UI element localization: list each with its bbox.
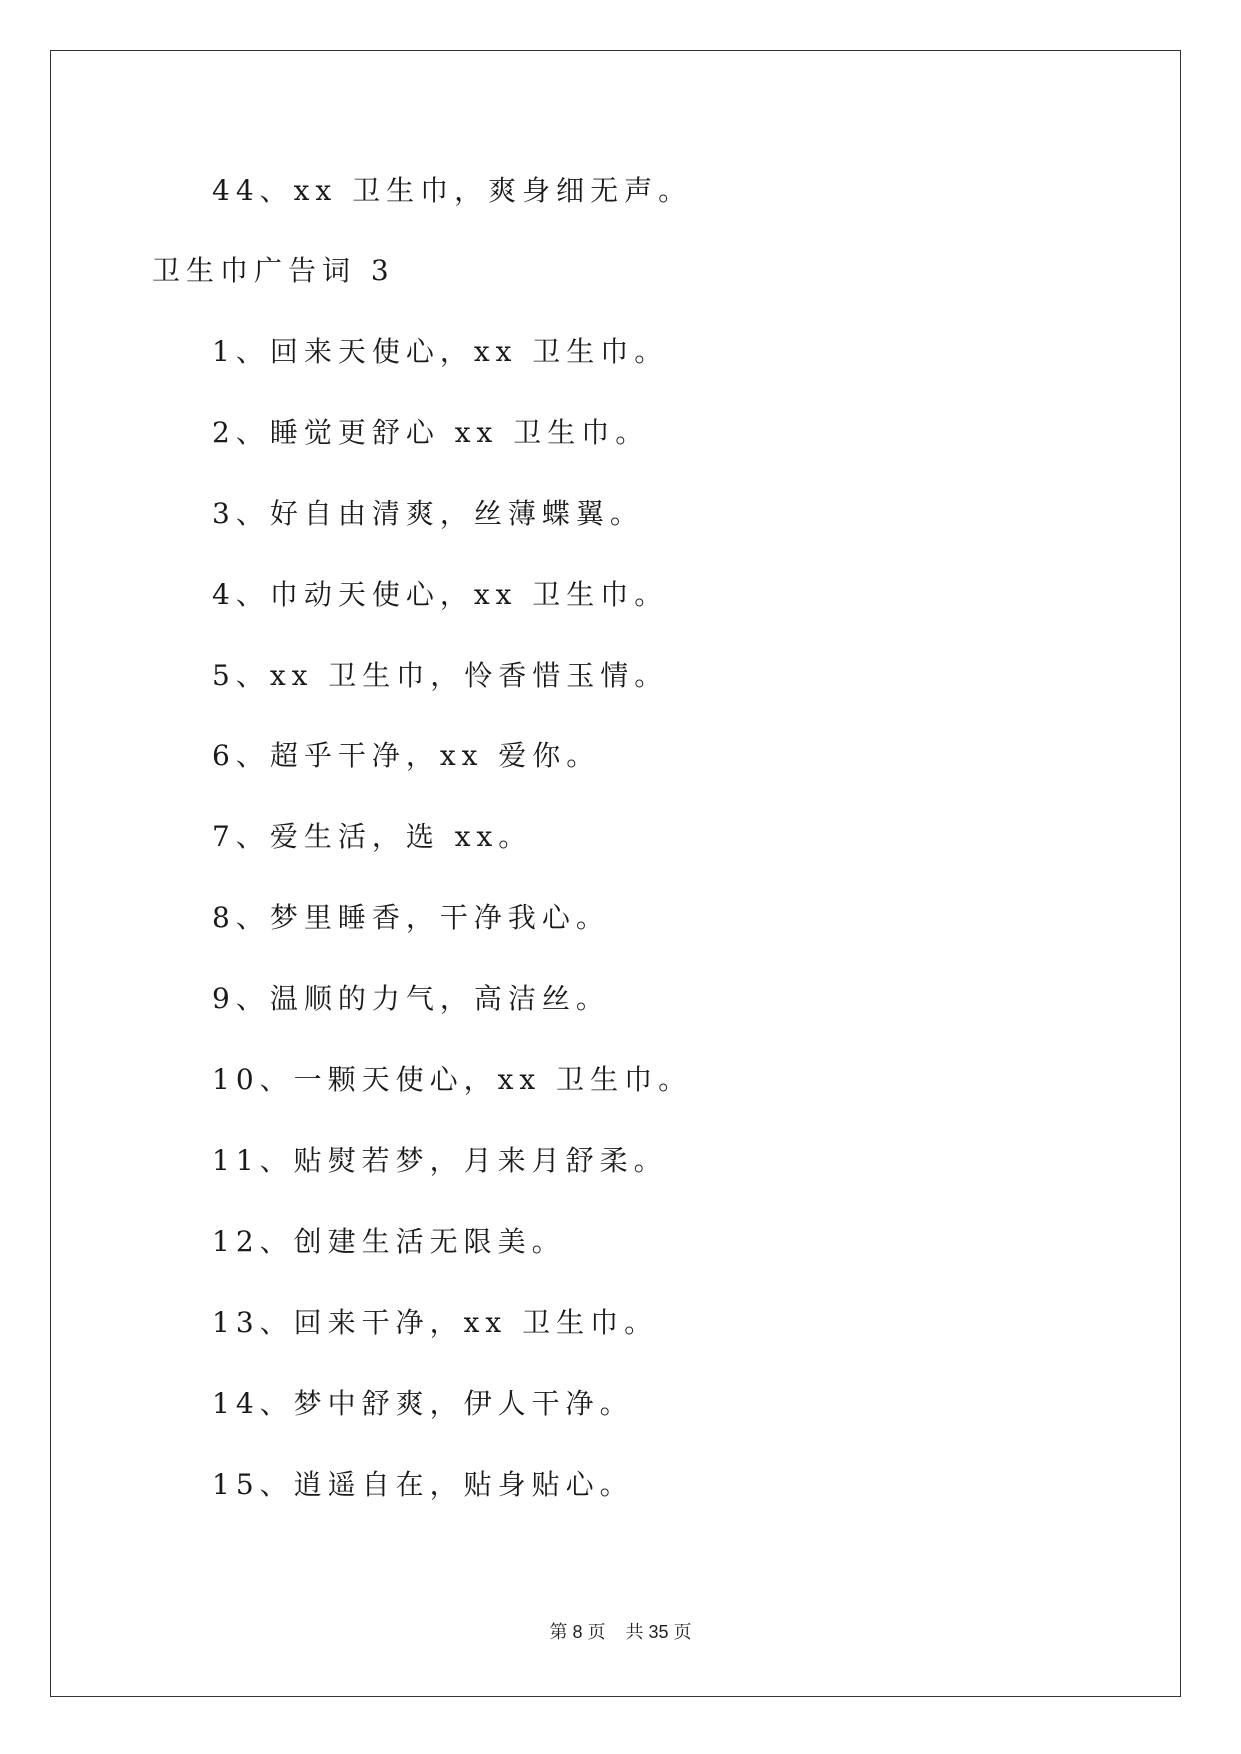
list-item: 13、回来干净，xx 卫生巾。	[212, 1306, 659, 1339]
list-item: 10、一颗天使心，xx 卫生巾。	[212, 1063, 693, 1096]
page-total: 共 35 页	[625, 1622, 692, 1642]
list-item: 44、xx 卫生巾，爽身细无声。	[212, 174, 693, 207]
list-item: 6、超乎干净，xx 爱你。	[212, 739, 601, 772]
list-item: 9、温顺的力气，高洁丝。	[212, 982, 610, 1015]
list-item: 4、巾动天使心，xx 卫生巾。	[212, 578, 669, 611]
list-item: 5、xx 卫生巾，怜香惜玉情。	[212, 659, 669, 692]
list-item: 1、回来天使心，xx 卫生巾。	[212, 335, 669, 368]
section-heading: 卫生巾广告词 3	[152, 254, 395, 287]
list-item: 11、贴熨若梦，月来月舒柔。	[212, 1144, 668, 1177]
list-item: 15、逍遥自在，贴身贴心。	[212, 1468, 634, 1501]
list-item: 3、好自由清爽，丝薄蝶翼。	[212, 497, 644, 530]
page-border	[50, 50, 1181, 1697]
list-item: 2、睡觉更舒心 xx 卫生巾。	[212, 416, 650, 449]
page-number: 第 8 页	[549, 1622, 606, 1642]
list-item: 14、梦中舒爽，伊人干净。	[212, 1387, 634, 1420]
list-item: 12、创建生活无限美。	[212, 1225, 566, 1258]
list-item: 7、爱生活，选 xx。	[212, 820, 533, 853]
page-footer	[0, 1618, 1241, 1644]
list-item: 8、梦里睡香，干净我心。	[212, 901, 610, 934]
